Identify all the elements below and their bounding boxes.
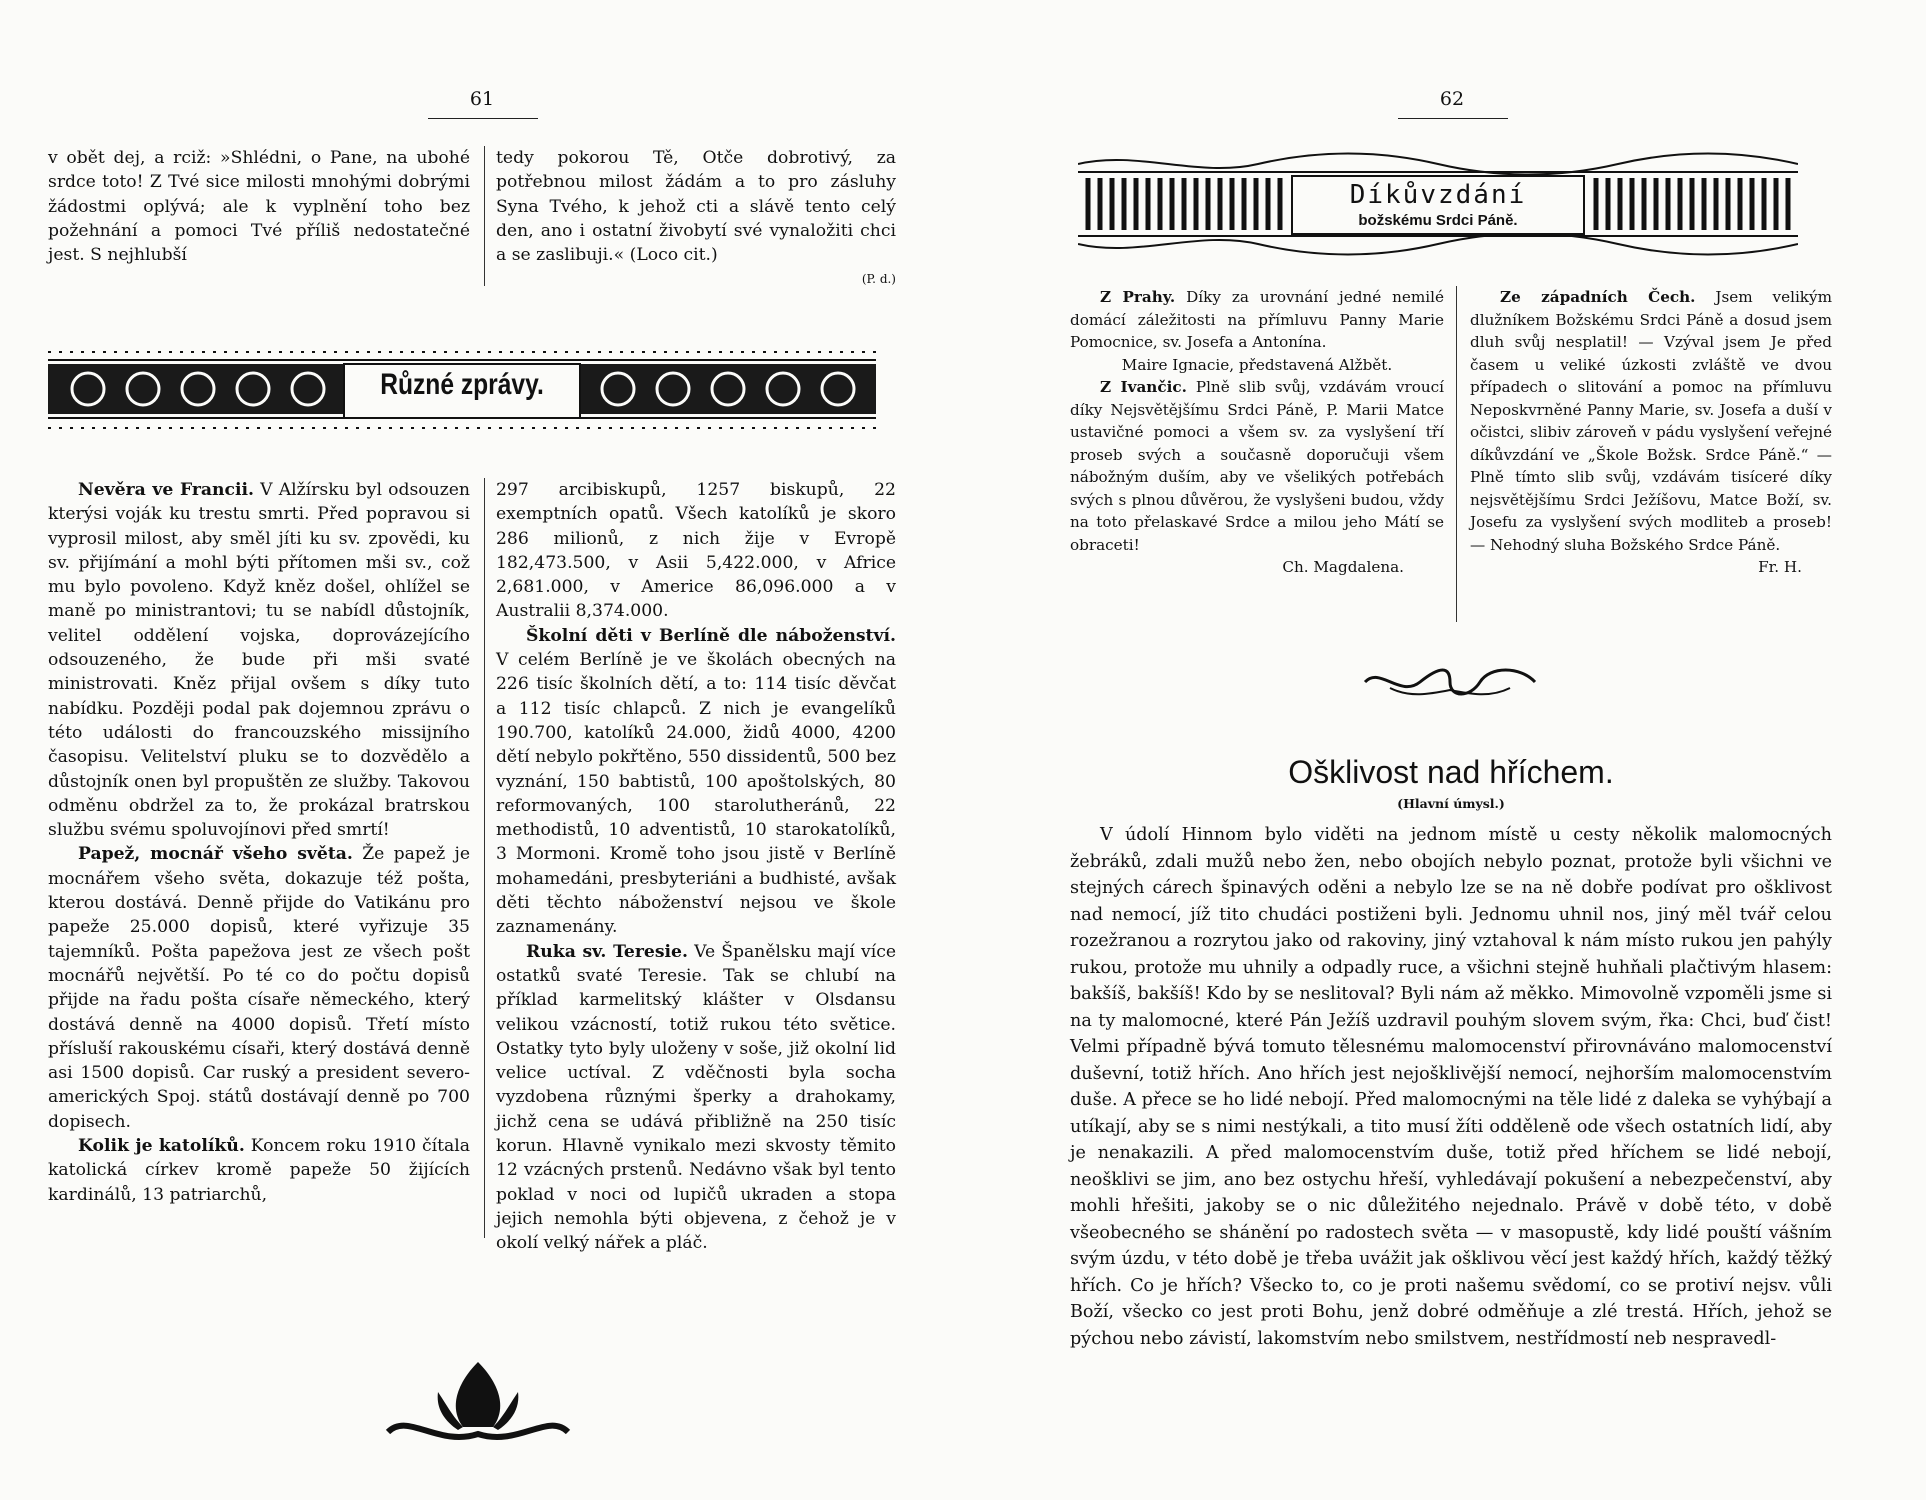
news-column-1: [48, 478, 470, 1207]
news-body: V Alžírsku byl odsouzen kterýsi voják ku trestu smrti. Před popravou si vyprosil milost, aby směl jíti ku sv. zpovědi, ku sv. přijímání a mohl býti přítomen mši sv., což mu bylo povoleno. Když kněz došel, ohlížel se maně po ministrantovi; tu se nabídl důstojník, velitel oddělení vojska, doprovázejícího odsouzeného, že bude při mši svaté ministrovati. Kněz přijal ovšem s díky tuto nabídku. Později podal pak dojemnou zprávu o této události do francouzského missijního časopisu. Velitelství pluku se to dozvědělo a důstojník onen byl propuštěn ze služby. Takovou odměnu obdržel za to, že prokázal bratrskou službu svému spoluvojínovi před smrtí!: [48, 480, 470, 841]
news-item: [496, 624, 896, 940]
article-paragraph: V údolí Hinnom bylo viděti na jednom místě u cesty několik malomocných žebráků, zdali mužů nebo žen, nebo obojích nebylo poznat, protože byli všichni ve stejných cárech špinavých oděni a nebylo lze se na ně dobře podívat pro ošklivost nad nemocí, jíž tito chudáci postiženi byli. Jednomu uhnil nos, jiný měl tvář celou rozežranou a rozrytou jako od rakoviny, jiný vztahoval k nám místo rukou jen pahýly rukou, protože mu uhnily a odpadly ruce, a všichni stejně huhňali plačtivým hlasem: bakšíš, bakšíš! Kdo by se neslitoval? Byli nám až měkko. Mimovolně vzpoměli jsme si na ty malomocné, které Pán Ježíš uzdravil pouhým slovem svým, řka: Chci, buď čist! Velmi případně bývá tomuto tělesnému malomocenství přirovnáváno malomocenství duševní, totiž hřích. Ano hřích jest nejošklivější nemocí, nejhorším malomocenstvím duše. A přece se ho lidé nebojí. Před malomocnými na těle lidé z daleka se vyhýbají a utíkají, aby se s nimi nestýkali, a tito musí žíti odděleně ode všech ostatních lidí, aby je nenakazili. A před malomocenstvím duše, totiž před hříchem se lidé nebojí, neošklivi se jim, ano bez ostychu hřeší, vyhledávají pokušení a nebezpečenství, aby mohli hřešiti, jakoby se o nic důležitého nejednalo. Právě v době této, v době všeobecného se shánění po radostech světa — v masopustě, kdy lidé pouští vášním svým úzdu, v této době je třeba uvážit jak ošklivou věcí jest každý hřích, každý těžký hřích. Co je hřích? Všecko to, co je proti našemu svědomí, co se protiví nejsv. vůli Boží, všecko co jest proti Bohu, jenž dobré odměňuje a zlé trestá. Hřích, jehož se pýchou nebo závistí, lakomstvím nebo smilstvem, nestřídmostí neb nespravedl-: [1070, 825, 1832, 1349]
section-title: Různé zprávy.: [380, 368, 544, 401]
top-left-text: [48, 146, 470, 267]
thanks-body: Díky za urovnání jedné nemilé domácí záležitosti na přímluvu Panny Marie Pomocnice, sv. Josefa a Antonína.: [1070, 288, 1444, 351]
thanks-body: Jsem velikým dlužníkem Božskému Srdci Páně a dosud jsem dluh svůj nesplatil! — Vzýval jsem Je před časem u veliké úzkosti zvláště ve dvou případech o slitování a pomoc na přímluvu Neposkvrněné Panny Marie, sv. Josefa a duší v očistci, slibiv zároveň v pádu vyslyšení veřejné díkůvzdání ve „Škole Božsk. Srdce Páně.“ — Plně tímto slib svůj, vzdávám tisíceré díky nejsvětějšímu Srdci Ježíšovu, Matce Boží, sv. Josefu za vyslyšení svých modliteb a proseb! — Nehodný sluha Božského Srdce Páně.: [1470, 288, 1832, 554]
news-heading: Papež, mocnář všeho světa.: [78, 844, 353, 865]
news-item: [48, 842, 470, 1134]
top-right-text: [496, 146, 896, 292]
news-heading: Nevěra ve Francii.: [78, 480, 255, 500]
page-number-rule: [1398, 118, 1508, 119]
column-divider: [484, 146, 485, 286]
article-subtitle: (Hlavní úmysl.): [1397, 796, 1505, 811]
signature: (P. d.): [861, 272, 896, 287]
signature: Fr. H.: [1758, 558, 1802, 576]
signature: Maire Ignacie, představená Alžbět.: [1121, 355, 1393, 374]
thanks-heading: Ze západních Čech.: [1500, 288, 1696, 306]
thanks-body: Plně slib svůj, vzdávám vroucí díky Nejsvětějšímu Srdci Páně, P. Marii Matce ustavičné pomoci a všem sv. za vyslyšení tří proseb svých a současně doporučuji všem nábožným duším, aby ve všelikých potřebách svých s plnou důvěrou, že vyslyšeni budou, vždy na toto přelaskavé Srdce a milou jeho Mátí se obraceti!: [1070, 378, 1444, 554]
article-body: [1070, 822, 1832, 1352]
signature: Ch. Magdalena.: [1282, 558, 1404, 576]
thanks-item: [1070, 376, 1444, 556]
page-number: 61: [469, 88, 495, 110]
column-divider: [1456, 286, 1457, 622]
right-page: [966, 0, 1926, 1500]
news-item: [48, 1134, 470, 1207]
section-banner: [48, 330, 876, 448]
end-vignette-icon: [378, 1352, 578, 1452]
news-body: Ve Španělsku mají více ostatků svaté Teresie. Tak se chlubí na příklad karmelitský klášter v Olsdansu velikou vzácností, totiž rukou této světice. Ostatky tyto byly uloženy v soše, již okolní lid velice uctíval. Z vděčnosti byla socha vyzdobena různými šperky a drahokamy, jichž cena se udává přibližně na 250 tisíc korun. Hlavně vynikalo mezi skvosty těmito 12 vzácných prstenů. Nedávno však byl tento poklad v noci od lupičů ukraden a stopa jejich nemohla býti objevena, z čehož je v okolí velký nářek a pláč.: [496, 941, 897, 1254]
thanks-item: [1070, 286, 1444, 354]
left-page: [0, 0, 960, 1500]
news-body: Že papež je mocnářem všeho světa, dokazuje též pošta, kterou dostává. Denně přijde do Vatikánu pro papeže 25.000 dopisů, které vyřizuje 35 tajemníků. Pošta papežova jest ze všech pošt mocnářů největší. Po té co do počtu dopisů přijde na řadu pošta císaře německého, který dostává denně na 4000 dopisů. Třetí místo přísluší rakouskému císaři, který dostává denně asi 1500 dopisů. Car ruský a president severo-amerických Spoj. států dostávají denně po 700 dopisech.: [48, 844, 470, 1132]
page-number-rule: [428, 118, 538, 119]
news-body: Koncem roku 1910 čítala katolická církev kromě papeže 50 žijících kardinálů, 13 patriarchů,: [48, 1136, 471, 1205]
ornament-divider-icon: [1360, 664, 1540, 700]
news-column-2: [496, 478, 896, 1256]
news-heading: Ruka sv. Teresie.: [526, 941, 688, 962]
news-body: 297 arcibiskupů, 1257 biskupů, 22 exemptních opatů. Všech katolíků je skoro 286 milionů, z nich žije v Evropě 182,473.500, v Asii 5,422.000, v Africe 2,681.000, v Americe 86,096.000 a v Australii 8,374.000.: [496, 480, 896, 622]
news-body: V celém Berlíně je ve školách obecných na 226 tisíc školních dětí, a to: 114 tisíc děvčat a 112 tisíc chlapců. Z nich je evangelíků 190.700, katolíků 24.000, židů 4000, 4200 dětí nebylo pokřtěno, 550 dissidentů, 500 bez vyznání, 150 babtistů, 100 apoštolských, 80 reformovaných, 100 starolutheránů, 22 methodistů, 10 adventistů, 10 starokatolíků, 3 Mormoni. Kromě toho jsou jistě v Berlíně mohamedáni, presbyteriáni a budhisté, avšak děti těchto náboženství nejsou ve škole zaznamenány.: [496, 650, 896, 938]
page-number: 62: [1439, 88, 1465, 110]
banner-title: Díkůvzdání: [1349, 180, 1527, 210]
article-title: Ošklivost nad hříchem.: [1288, 754, 1614, 790]
news-heading: Školní děti v Berlíně dle náboženství.: [526, 625, 896, 646]
column-divider: [484, 478, 485, 1238]
continuation-paragraph: tedy pokorou Tě, Otče dobrotivý, za potřebnou milost žádám a to pro zásluhy Syna Tvého, k jehož cti a slávě tento celý den, ano i ostatní živobytí své vynaložiti chci a se zaslibuji.« (Loco cit.): [496, 148, 896, 266]
news-item: [48, 478, 470, 842]
news-heading: Kolik je katolíků.: [78, 1136, 245, 1157]
thanks-heading: Z Prahy.: [1100, 288, 1176, 306]
news-item: [496, 940, 896, 1256]
continuation-paragraph: v obět dej, a rciž: »Shlédni, o Pane, na ubohé srdce toto! Z Tvé sice milosti mnohými dobrými žádostmi oplývá; ale k vyplnění toho bez požehnání a pomoci Tvé příliš nedostatečné jest. S nejhlubší: [48, 148, 470, 266]
thanks-column-1: [1070, 286, 1444, 579]
thanks-column-2: [1470, 286, 1832, 579]
thanks-heading: Z Ivančic.: [1100, 378, 1187, 396]
news-item: [496, 478, 896, 624]
thanksgiving-banner: [1078, 150, 1798, 258]
thanks-item: [1470, 286, 1832, 556]
banner-subtitle: božskému Srdci Páně.: [1358, 212, 1518, 229]
